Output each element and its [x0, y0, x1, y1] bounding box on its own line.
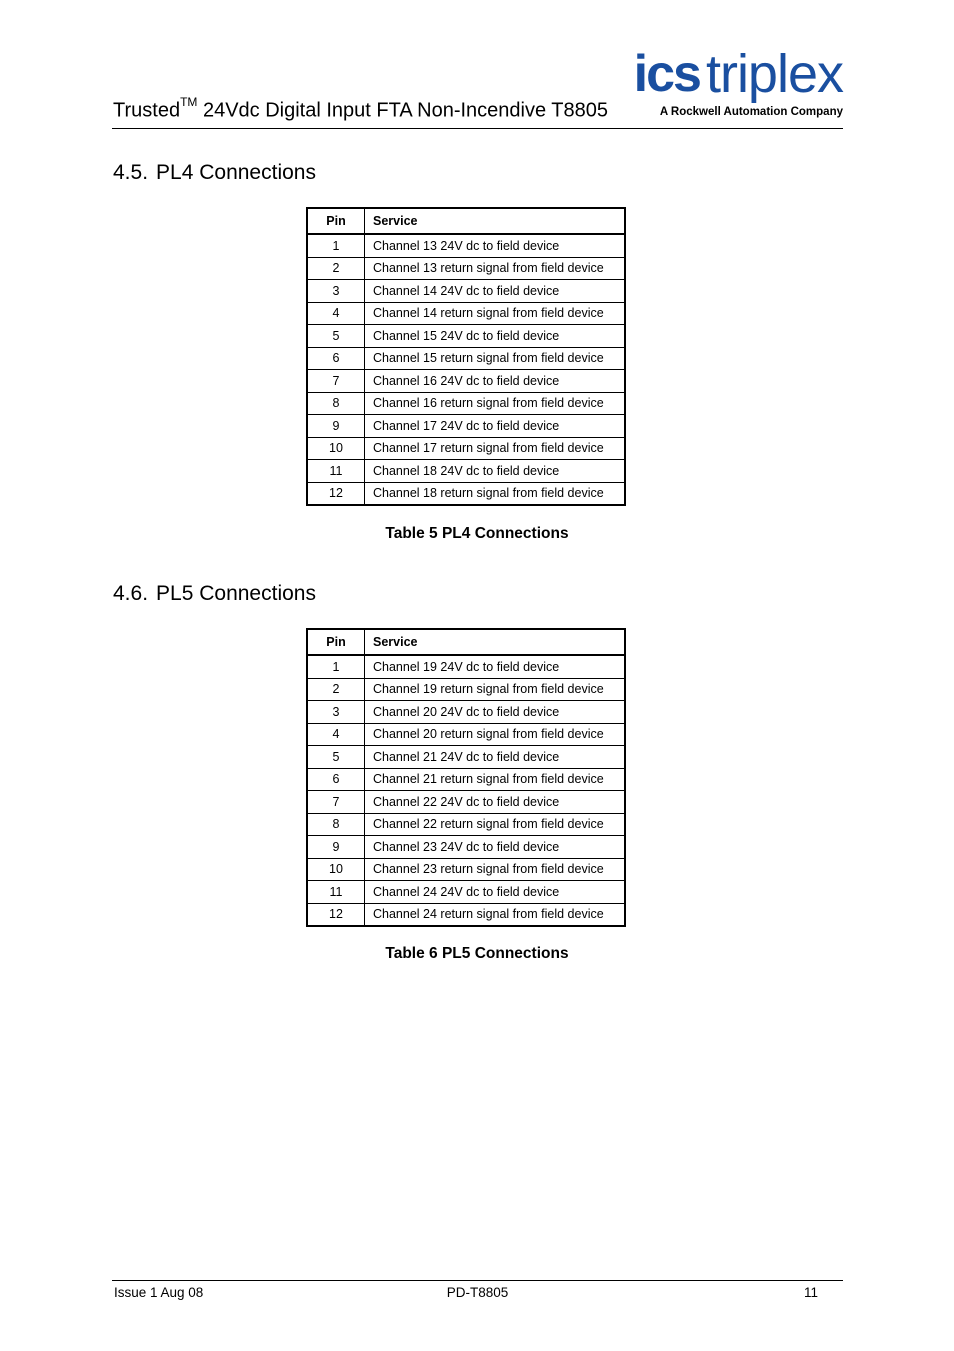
table-row: [307, 813, 625, 836]
footer-doc-id: PD-T8805: [446, 1285, 509, 1300]
table-row: [307, 325, 625, 348]
pin-cell: 6: [307, 347, 365, 370]
logo-tagline-rockwell: Rockwell Automation: [670, 106, 788, 118]
pl5-table-body: [307, 655, 625, 926]
table-header-row: [307, 208, 625, 234]
pin-cell: 5: [307, 325, 365, 348]
service-cell: Channel 22 24V dc to field device: [365, 791, 626, 814]
pl4-connections-table: [306, 207, 626, 506]
service-cell: Channel 21 24V dc to field device: [365, 746, 626, 769]
pin-cell: 2: [307, 257, 365, 280]
table-caption-pl4: Table 5 PL4 Connections: [385, 525, 569, 542]
column-header-pin: Pin: [307, 208, 365, 234]
footer-page-number: 11: [803, 1285, 818, 1300]
pin-cell: 10: [307, 858, 365, 881]
pin-cell: 3: [307, 280, 365, 303]
service-cell: Channel 13 return signal from field device: [365, 257, 626, 280]
table-row: [307, 415, 625, 438]
service-cell: Channel 15 return signal from field device: [365, 347, 626, 370]
pin-cell: 10: [307, 437, 365, 460]
service-cell: Channel 15 24V dc to field device: [365, 325, 626, 348]
ics-triplex-logo: [611, 42, 843, 118]
pin-cell: 1: [307, 234, 365, 257]
logo-triplex-text: triplex: [705, 44, 843, 104]
service-cell: Channel 18 return signal from field device: [365, 482, 626, 505]
page-header: [112, 40, 843, 129]
service-cell: Channel 20 return signal from field device: [365, 723, 626, 746]
service-cell: Channel 17 return signal from field device: [365, 437, 626, 460]
table-row: [307, 302, 625, 325]
service-cell: Channel 21 return signal from field device: [365, 768, 626, 791]
pin-cell: 12: [307, 903, 365, 926]
service-cell: Channel 24 24V dc to field device: [365, 881, 626, 904]
table-row: [307, 482, 625, 505]
table-row: [307, 836, 625, 859]
table-row: [307, 392, 625, 415]
logo-tagline-a: A: [659, 106, 671, 118]
column-header-service: Service: [365, 208, 626, 234]
column-header-service: Service: [365, 629, 626, 655]
pin-cell: 7: [307, 370, 365, 393]
pin-cell: 12: [307, 482, 365, 505]
document-title: [113, 95, 608, 123]
table-row: [307, 858, 625, 881]
logo-tagline-company: Company: [787, 106, 843, 118]
service-cell: Channel 19 return signal from field device: [365, 678, 626, 701]
section-title: PL4 Connections: [156, 161, 316, 184]
page-footer: [112, 1280, 843, 1311]
service-cell: Channel 19 24V dc to field device: [365, 655, 626, 678]
title-prefix: Trusted: [113, 99, 181, 122]
pl5-connections-table: [306, 628, 626, 927]
section-title: PL5 Connections: [156, 582, 316, 605]
section-number: 4.5.: [113, 161, 149, 184]
footer-issue: Issue 1 Aug 08: [114, 1285, 204, 1300]
pl4-table-body: [307, 234, 625, 505]
pin-cell: 11: [307, 881, 365, 904]
logo-tagline: [611, 106, 843, 118]
pin-cell: 1: [307, 655, 365, 678]
table-caption-pl5: Table 6 PL5 Connections: [385, 945, 569, 962]
table-row: [307, 903, 625, 926]
table-header-row: [307, 629, 625, 655]
service-cell: Channel 13 24V dc to field device: [365, 234, 626, 257]
section-number: 4.6.: [113, 582, 149, 605]
section-heading-pl5: [113, 582, 316, 606]
service-cell: Channel 16 return signal from field device: [365, 392, 626, 415]
table-row: [307, 460, 625, 483]
table-row: [307, 370, 625, 393]
pin-cell: 7: [307, 791, 365, 814]
pin-cell: 9: [307, 415, 365, 438]
service-cell: Channel 18 24V dc to field device: [365, 460, 626, 483]
title-rest: 24Vdc Digital Input FTA Non-Incendive T8805: [197, 99, 608, 122]
table-row: [307, 347, 625, 370]
pin-cell: 8: [307, 392, 365, 415]
table-row: [307, 881, 625, 904]
service-cell: Channel 23 24V dc to field device: [365, 836, 626, 859]
table-row: [307, 723, 625, 746]
table-row: [307, 280, 625, 303]
table-row: [307, 234, 625, 257]
service-cell: Channel 17 24V dc to field device: [365, 415, 626, 438]
service-cell: Channel 14 return signal from field device: [365, 302, 626, 325]
pin-cell: 4: [307, 302, 365, 325]
table-row: [307, 678, 625, 701]
logo-ics-text: ics: [633, 45, 700, 103]
pin-cell: 8: [307, 813, 365, 836]
trademark-sup: TM: [180, 95, 198, 109]
table-row: [307, 746, 625, 769]
pin-cell: 4: [307, 723, 365, 746]
section-heading-pl4: [113, 161, 316, 185]
table-row: [307, 791, 625, 814]
table-row: [307, 257, 625, 280]
pin-cell: 11: [307, 460, 365, 483]
pin-cell: 6: [307, 768, 365, 791]
table-row: [307, 768, 625, 791]
pin-cell: 9: [307, 836, 365, 859]
pin-cell: 3: [307, 701, 365, 724]
pin-cell: 2: [307, 678, 365, 701]
service-cell: Channel 23 return signal from field device: [365, 858, 626, 881]
service-cell: Channel 14 24V dc to field device: [365, 280, 626, 303]
column-header-pin: Pin: [307, 629, 365, 655]
service-cell: Channel 20 24V dc to field device: [365, 701, 626, 724]
service-cell: Channel 22 return signal from field device: [365, 813, 626, 836]
table-row: [307, 701, 625, 724]
service-cell: Channel 16 24V dc to field device: [365, 370, 626, 393]
table-row: [307, 655, 625, 678]
table-row: [307, 437, 625, 460]
pin-cell: 5: [307, 746, 365, 769]
service-cell: Channel 24 return signal from field device: [365, 903, 626, 926]
